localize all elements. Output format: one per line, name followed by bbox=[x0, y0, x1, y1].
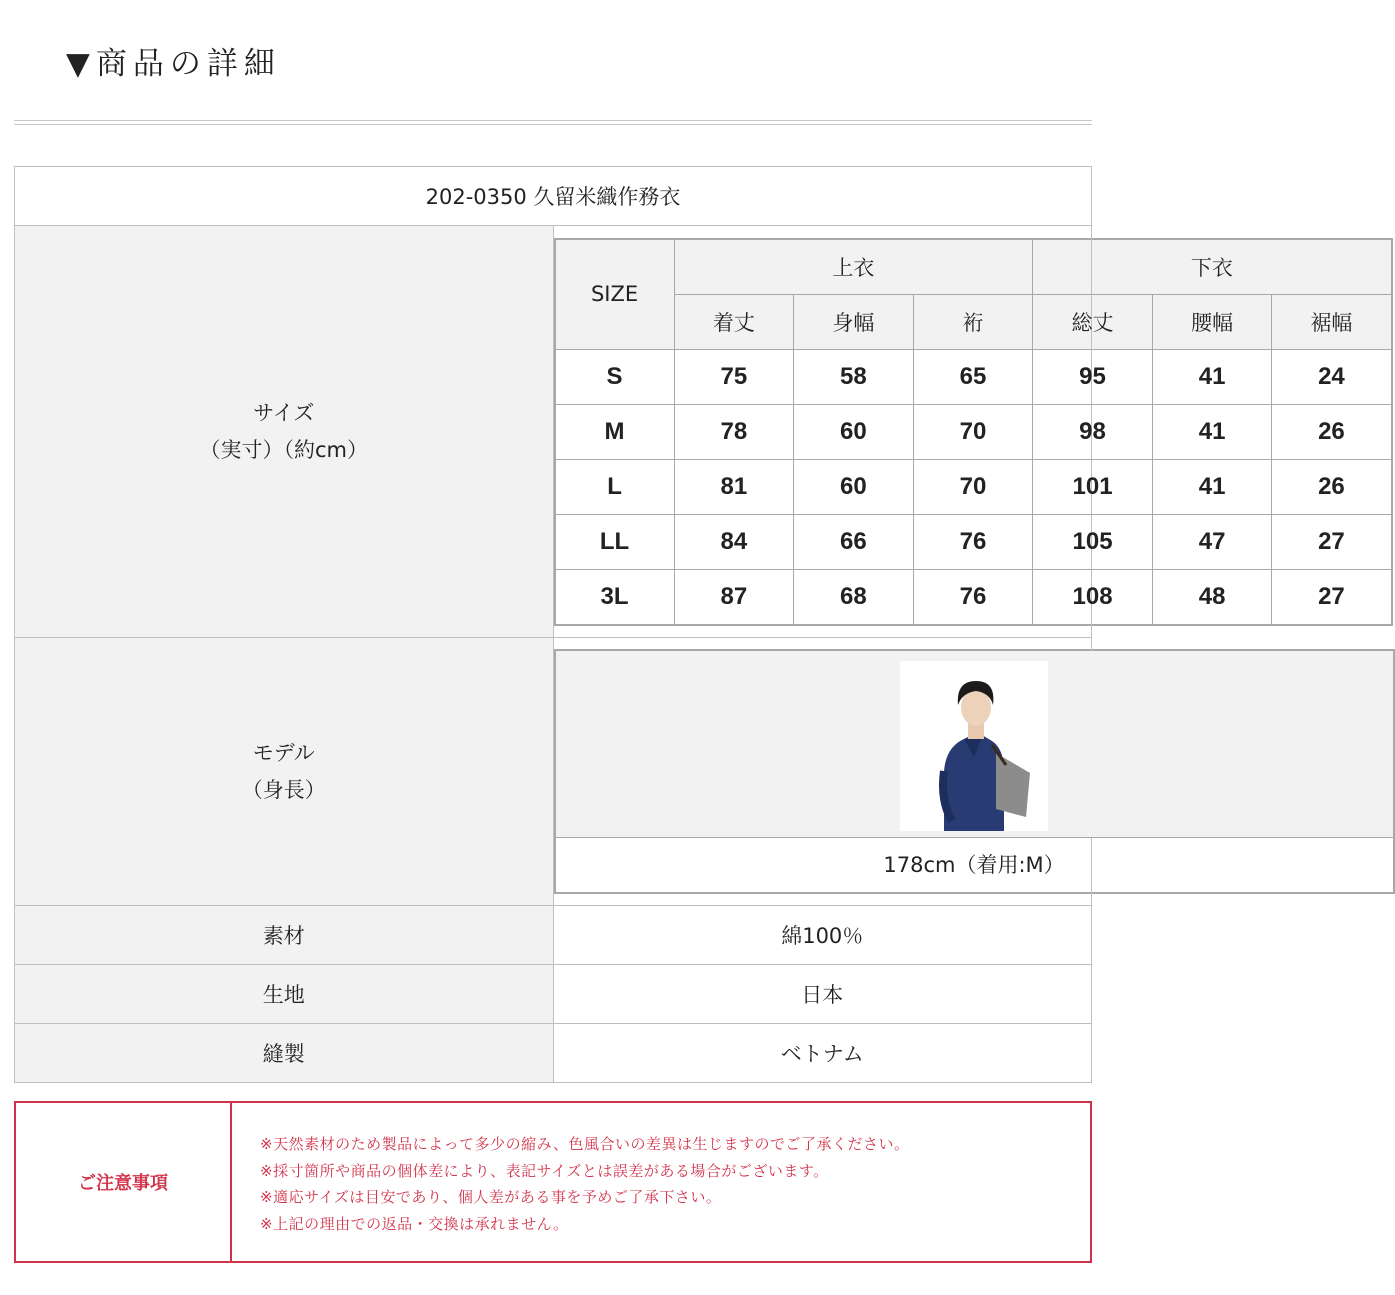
size-chart bbox=[554, 238, 1393, 626]
size-cell: LL bbox=[555, 514, 675, 569]
value-cell: 75 bbox=[674, 349, 794, 404]
size-cell: L bbox=[555, 459, 675, 514]
value-cell: 26 bbox=[1272, 459, 1392, 514]
bottom-group-header: 下衣 bbox=[1033, 239, 1392, 295]
model-photo-frame bbox=[556, 651, 1393, 838]
value-cell: 76 bbox=[913, 569, 1033, 625]
table-row bbox=[555, 349, 1392, 404]
model-box bbox=[554, 649, 1395, 894]
size-label-line2: （実寸）（約cm） bbox=[199, 437, 368, 462]
column-header: 腰幅 bbox=[1152, 294, 1272, 349]
value-cell: 70 bbox=[913, 459, 1033, 514]
sewing-label: 縫製 bbox=[15, 1024, 554, 1083]
value-cell: 68 bbox=[794, 569, 914, 625]
value-cell: 41 bbox=[1152, 459, 1272, 514]
value-cell: 101 bbox=[1033, 459, 1153, 514]
value-cell: 26 bbox=[1272, 404, 1392, 459]
size-cell: M bbox=[555, 404, 675, 459]
value-cell: 41 bbox=[1152, 349, 1272, 404]
table-row bbox=[555, 569, 1392, 625]
product-title: 202-0350 久留米織作務衣 bbox=[15, 167, 1092, 226]
material-value: 綿100％ bbox=[553, 906, 1092, 965]
model-label bbox=[15, 638, 554, 906]
notes-label: ご注意事項 bbox=[16, 1103, 232, 1261]
size-cell: 3L bbox=[555, 569, 675, 625]
size-cell: S bbox=[555, 349, 675, 404]
model-photo bbox=[900, 661, 1048, 831]
column-header: 着丈 bbox=[674, 294, 794, 349]
section-heading: ▼商品の詳細 bbox=[66, 46, 281, 82]
top-group-header: 上衣 bbox=[674, 239, 1033, 295]
value-cell: 41 bbox=[1152, 404, 1272, 459]
model-label-line1: モデル bbox=[252, 740, 315, 765]
value-cell: 58 bbox=[794, 349, 914, 404]
note-line: ※適応サイズは目安であり、個人差がある事を予めご了承下さい。 bbox=[260, 1188, 722, 1206]
size-label bbox=[15, 226, 554, 638]
value-cell: 78 bbox=[674, 404, 794, 459]
material-label: 素材 bbox=[15, 906, 554, 965]
value-cell: 27 bbox=[1272, 514, 1392, 569]
value-cell: 47 bbox=[1152, 514, 1272, 569]
table-row bbox=[555, 459, 1392, 514]
divider bbox=[14, 120, 1092, 121]
value-cell: 105 bbox=[1033, 514, 1153, 569]
table-row bbox=[555, 514, 1392, 569]
column-header: 総丈 bbox=[1033, 294, 1153, 349]
value-cell: 87 bbox=[674, 569, 794, 625]
column-header: 裾幅 bbox=[1272, 294, 1392, 349]
value-cell: 70 bbox=[913, 404, 1033, 459]
note-line: ※上記の理由での返品・交換は承れません。 bbox=[260, 1214, 569, 1233]
value-cell: 81 bbox=[674, 459, 794, 514]
note-line: ※天然素材のため製品によって多少の縮み、色風合いの差異は生じますのでご了承ください。 bbox=[260, 1135, 910, 1153]
table-row bbox=[555, 404, 1392, 459]
divider bbox=[14, 124, 1092, 125]
value-cell: 98 bbox=[1033, 404, 1153, 459]
value-cell: 60 bbox=[794, 459, 914, 514]
value-cell: 48 bbox=[1152, 569, 1272, 625]
value-cell: 76 bbox=[913, 514, 1033, 569]
model-figure-illustration bbox=[900, 661, 1048, 831]
value-cell: 65 bbox=[913, 349, 1033, 404]
model-height: 178cm（着用:M） bbox=[556, 838, 1393, 892]
value-cell: 95 bbox=[1033, 349, 1153, 404]
value-cell: 60 bbox=[794, 404, 914, 459]
notes-body bbox=[232, 1103, 1090, 1261]
size-label-line1: サイズ bbox=[253, 400, 315, 425]
fabric-value: 日本 bbox=[553, 965, 1092, 1024]
fabric-label: 生地 bbox=[15, 965, 554, 1024]
note-line: ※採寸箇所や商品の個体差により、表記サイズとは誤差がある場合がございます。 bbox=[260, 1161, 829, 1180]
sewing-value: ベトナム bbox=[553, 1024, 1092, 1083]
notes-box bbox=[14, 1101, 1092, 1263]
value-cell: 24 bbox=[1272, 349, 1392, 404]
model-label-line2: （身長） bbox=[241, 777, 326, 802]
value-cell: 27 bbox=[1272, 569, 1392, 625]
model-cell bbox=[553, 638, 1092, 906]
value-cell: 84 bbox=[674, 514, 794, 569]
column-header: 身幅 bbox=[794, 294, 914, 349]
value-cell: 66 bbox=[794, 514, 914, 569]
product-spec-table bbox=[14, 166, 1353, 1083]
column-header: 裄 bbox=[913, 294, 1033, 349]
value-cell: 108 bbox=[1033, 569, 1153, 625]
size-chart-cell bbox=[553, 226, 1353, 638]
size-column-header: SIZE bbox=[555, 239, 675, 350]
